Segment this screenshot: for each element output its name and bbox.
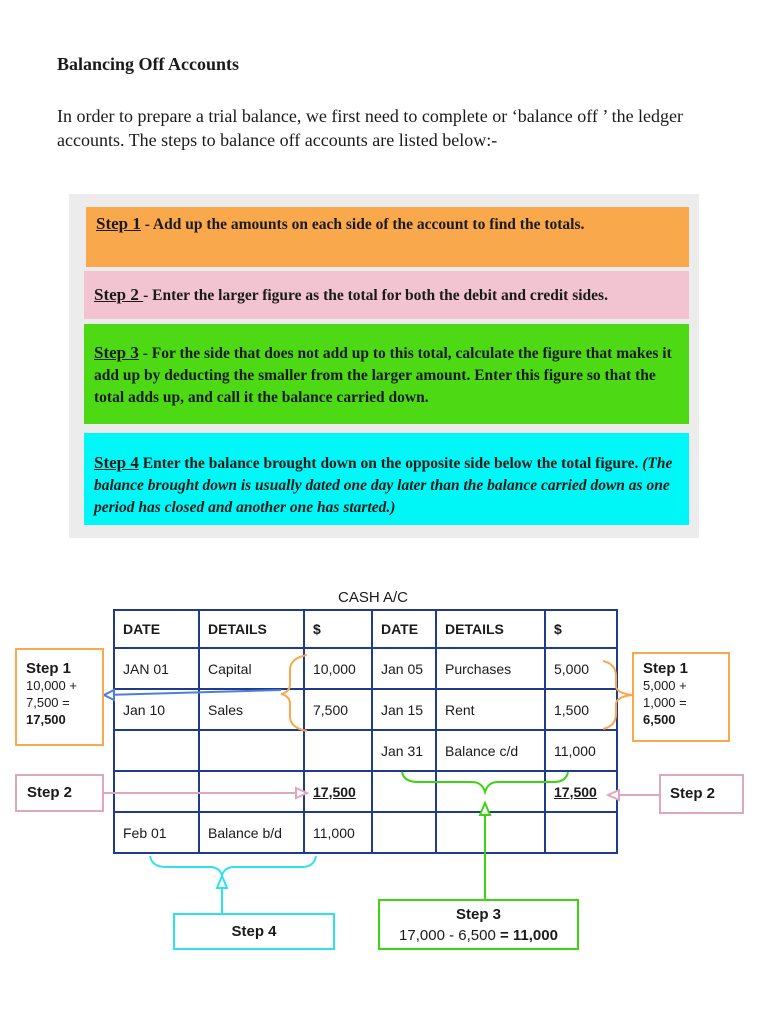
cell: Jan 10 bbox=[114, 689, 199, 730]
table-row bbox=[114, 812, 617, 853]
step-1-text: - Add up the amounts on each side of the account to find the totals. bbox=[140, 216, 585, 233]
header-debit-date: DATE bbox=[114, 610, 199, 648]
header-debit-amount: $ bbox=[304, 610, 372, 648]
step3-calculation bbox=[380, 925, 577, 946]
step1-left-line2: 7,500 = bbox=[26, 695, 70, 710]
cell: Balance b/d bbox=[199, 812, 304, 853]
step3-result: = 11,000 bbox=[499, 927, 558, 944]
step1-right-callout bbox=[632, 652, 730, 742]
step-1-label: Step 1 bbox=[96, 214, 141, 233]
page-title: Balancing Off Accounts bbox=[57, 54, 240, 74]
step2-right-callout: Step 2 bbox=[659, 774, 744, 814]
ledger-header-row bbox=[114, 610, 617, 648]
step-1-box bbox=[86, 207, 689, 267]
cell bbox=[545, 812, 617, 853]
cell bbox=[372, 771, 436, 812]
header-debit-details: DETAILS bbox=[199, 610, 304, 648]
table-row-totals bbox=[114, 771, 617, 812]
debit-total-cell: 17,500 bbox=[304, 771, 372, 812]
cell: Balance c/d bbox=[436, 730, 545, 771]
step1-left-callout bbox=[15, 648, 104, 746]
step1-right-result: 6,500 bbox=[643, 712, 676, 727]
step-4-note: (The balance brought down is usually dated one day later than the balance carried down as one period has closed and another one has started.) bbox=[94, 455, 673, 516]
cell bbox=[436, 812, 545, 853]
cell: Feb 01 bbox=[114, 812, 199, 853]
step4-callout: Step 4 bbox=[173, 913, 335, 950]
step-2-text: - Enter the larger figure as the total for both the debit and credit sides. bbox=[143, 287, 608, 304]
cell: 10,000 bbox=[304, 648, 372, 689]
step1-right-heading: Step 1 bbox=[643, 660, 689, 677]
step4-brace-arrow bbox=[150, 856, 316, 913]
cell: Sales bbox=[199, 689, 304, 730]
cell bbox=[199, 771, 304, 812]
step1-right-line1: 5,000 + bbox=[643, 678, 687, 693]
step-4-label: Step 4 bbox=[94, 453, 139, 472]
step1-left-heading: Step 1 bbox=[26, 660, 72, 677]
cell: 1,500 bbox=[545, 689, 617, 730]
ledger-title: CASH A/C bbox=[338, 589, 409, 606]
cell: Capital bbox=[199, 648, 304, 689]
cell: Purchases bbox=[436, 648, 545, 689]
header-credit-details: DETAILS bbox=[436, 610, 545, 648]
cell: Jan 15 bbox=[372, 689, 436, 730]
cell: Jan 31 bbox=[372, 730, 436, 771]
step1-left-result: 17,500 bbox=[26, 712, 66, 727]
step-2-box bbox=[84, 271, 689, 319]
step3-callout bbox=[378, 899, 579, 950]
cell: 5,000 bbox=[545, 648, 617, 689]
step-3-label: Step 3 bbox=[94, 343, 139, 362]
cell: JAN 01 bbox=[114, 648, 199, 689]
table-row bbox=[114, 689, 617, 730]
header-credit-date: DATE bbox=[372, 610, 436, 648]
step1-left-line1: 10,000 + bbox=[26, 678, 77, 693]
cell: 11,000 bbox=[545, 730, 617, 771]
cell: 7,500 bbox=[304, 689, 372, 730]
steps-panel bbox=[69, 194, 699, 538]
cell bbox=[372, 812, 436, 853]
credit-total-cell: 17,500 bbox=[545, 771, 617, 812]
header-credit-amount: $ bbox=[545, 610, 617, 648]
cell bbox=[436, 771, 545, 812]
step-3-text: - For the side that does not add up to this total, calculate the figure that makes it add up by deducting the smaller from the larger amount. Enter this figure so that the total adds up, and call it the balance carried down. bbox=[94, 345, 672, 406]
step-3-box bbox=[84, 324, 689, 424]
step-4-box bbox=[84, 433, 689, 525]
cell: 11,000 bbox=[304, 812, 372, 853]
cash-ledger-table bbox=[113, 609, 618, 854]
cell bbox=[304, 730, 372, 771]
intro-paragraph: In order to prepare a trial balance, we first need to complete or ‘balance off ’ the ledger accounts. The steps to balance off accounts are listed below:- bbox=[57, 106, 684, 150]
cell: Jan 05 bbox=[372, 648, 436, 689]
cell bbox=[114, 771, 199, 812]
step-4-text: Enter the balance brought down on the opposite side below the total figure. bbox=[138, 455, 643, 472]
step3-heading: Step 3 bbox=[455, 906, 501, 923]
step1-right-line2: 1,000 = bbox=[643, 695, 687, 710]
step2-left-callout: Step 2 bbox=[15, 774, 104, 812]
cell bbox=[114, 730, 199, 771]
cell: Rent bbox=[436, 689, 545, 730]
cell bbox=[199, 730, 304, 771]
step-2-label: Step 2 bbox=[94, 285, 144, 304]
step3-calc: 17,000 - 6,500 bbox=[399, 927, 500, 944]
table-row bbox=[114, 730, 617, 771]
table-row bbox=[114, 648, 617, 689]
